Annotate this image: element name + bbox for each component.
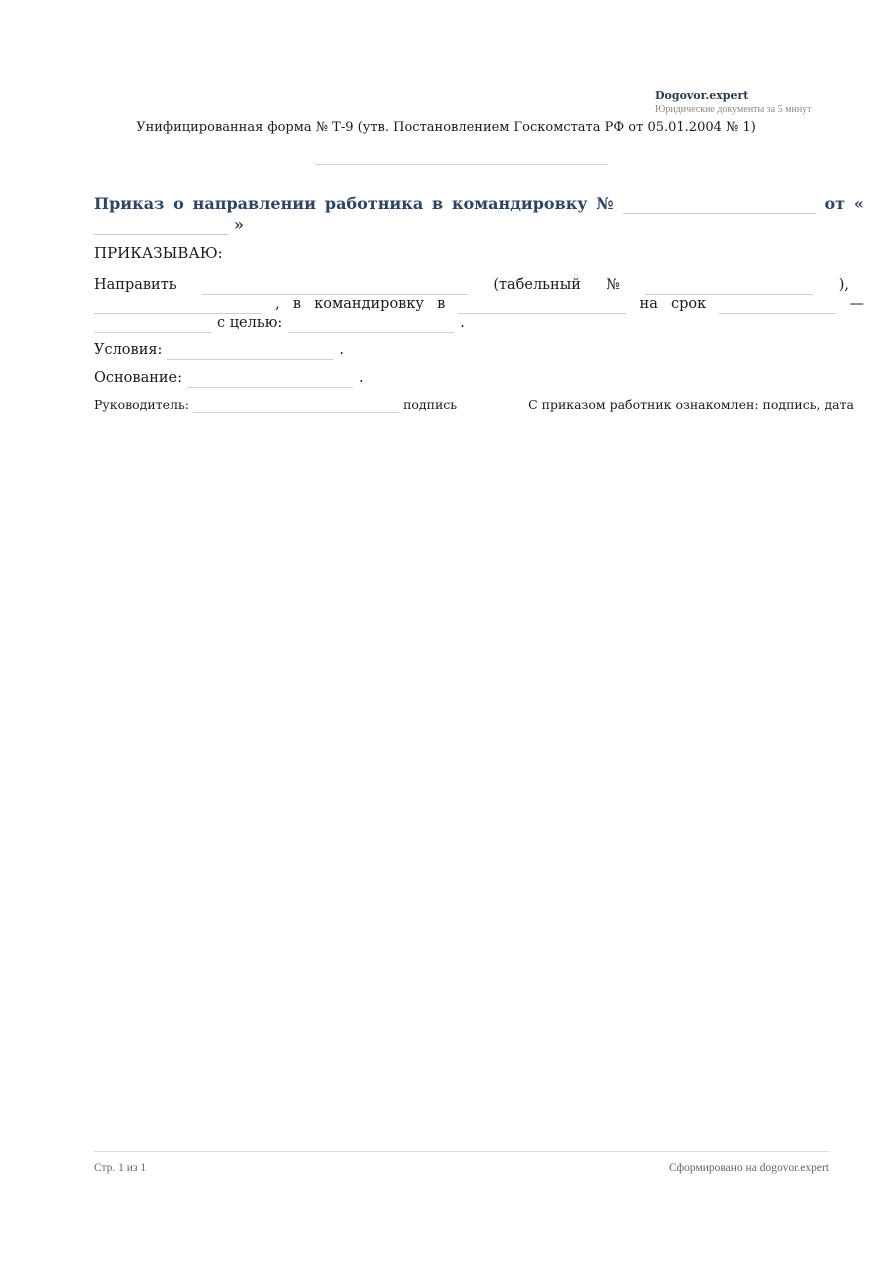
title-word: « bbox=[853, 194, 864, 213]
direction-text: срок bbox=[671, 296, 707, 312]
direction-text: Направить bbox=[94, 277, 177, 293]
document-title bbox=[94, 193, 864, 235]
head-label: Руководитель: bbox=[94, 397, 189, 412]
signature-label: подпись bbox=[403, 397, 458, 412]
title-word: » bbox=[234, 215, 244, 234]
direction-text: на bbox=[639, 296, 658, 312]
title-word: работника bbox=[324, 194, 424, 213]
title-word: о bbox=[173, 194, 184, 213]
conditions-label: Условия: bbox=[94, 342, 163, 358]
direction-text: командировку bbox=[314, 296, 424, 312]
direction-text: . bbox=[460, 315, 465, 331]
brand-tagline: Юридические документы за 5 минут bbox=[655, 104, 812, 115]
basis-label: Основание: bbox=[94, 370, 183, 386]
title-word: командировку bbox=[452, 194, 588, 213]
term-blank[interactable] bbox=[719, 299, 836, 314]
title-word: Приказ bbox=[94, 194, 165, 213]
direction-text: ), bbox=[838, 277, 849, 293]
generated-note: Сформировано на dogovor.expert bbox=[669, 1162, 829, 1174]
destination-blank[interactable] bbox=[458, 299, 626, 314]
title-word: № bbox=[596, 194, 614, 213]
order-date-blank[interactable] bbox=[94, 220, 229, 235]
conditions-blank[interactable] bbox=[167, 345, 333, 360]
direction-text: в bbox=[437, 296, 446, 312]
acknowledgement-label: С приказом работник ознакомлен: подпись, дата bbox=[528, 397, 854, 412]
conditions-dot: . bbox=[339, 342, 345, 358]
signature-row bbox=[94, 397, 854, 413]
direction-text: (табельный bbox=[493, 277, 581, 293]
title-word: направлении bbox=[192, 194, 317, 213]
direction-text: в bbox=[292, 296, 302, 312]
direction-text: № bbox=[606, 277, 620, 293]
page-number: Стр. 1 из 1 bbox=[94, 1162, 147, 1174]
footer-divider bbox=[94, 1151, 829, 1152]
basis-line bbox=[94, 369, 864, 388]
direction-text: с целью: bbox=[217, 315, 283, 331]
basis-blank[interactable] bbox=[187, 373, 353, 388]
title-word: в bbox=[432, 194, 444, 213]
personnel-number-blank[interactable] bbox=[645, 280, 813, 295]
employee-name-blank[interactable] bbox=[202, 280, 468, 295]
form-subtitle: Унифицированная форма № Т-9 (утв. Постановлением Госкомстата РФ от 05.01.2004 № 1) bbox=[136, 120, 756, 135]
basis-dot: . bbox=[359, 370, 364, 386]
organization-blank[interactable] bbox=[315, 164, 608, 165]
direction-text: — bbox=[849, 296, 864, 312]
brand-block bbox=[655, 89, 855, 116]
direction-text: , bbox=[275, 296, 280, 312]
term-end-blank[interactable] bbox=[94, 318, 211, 333]
head-signature-blank[interactable] bbox=[193, 400, 399, 413]
purpose-blank[interactable] bbox=[288, 318, 454, 333]
title-word: от bbox=[824, 194, 846, 213]
order-number-blank[interactable] bbox=[623, 199, 816, 214]
order-word: ПРИКАЗЫВАЮ: bbox=[94, 244, 223, 262]
department-blank[interactable] bbox=[94, 299, 262, 314]
conditions-line bbox=[94, 341, 864, 360]
brand-name: Dogovor.expert bbox=[655, 89, 749, 102]
direction-paragraph bbox=[94, 276, 864, 333]
